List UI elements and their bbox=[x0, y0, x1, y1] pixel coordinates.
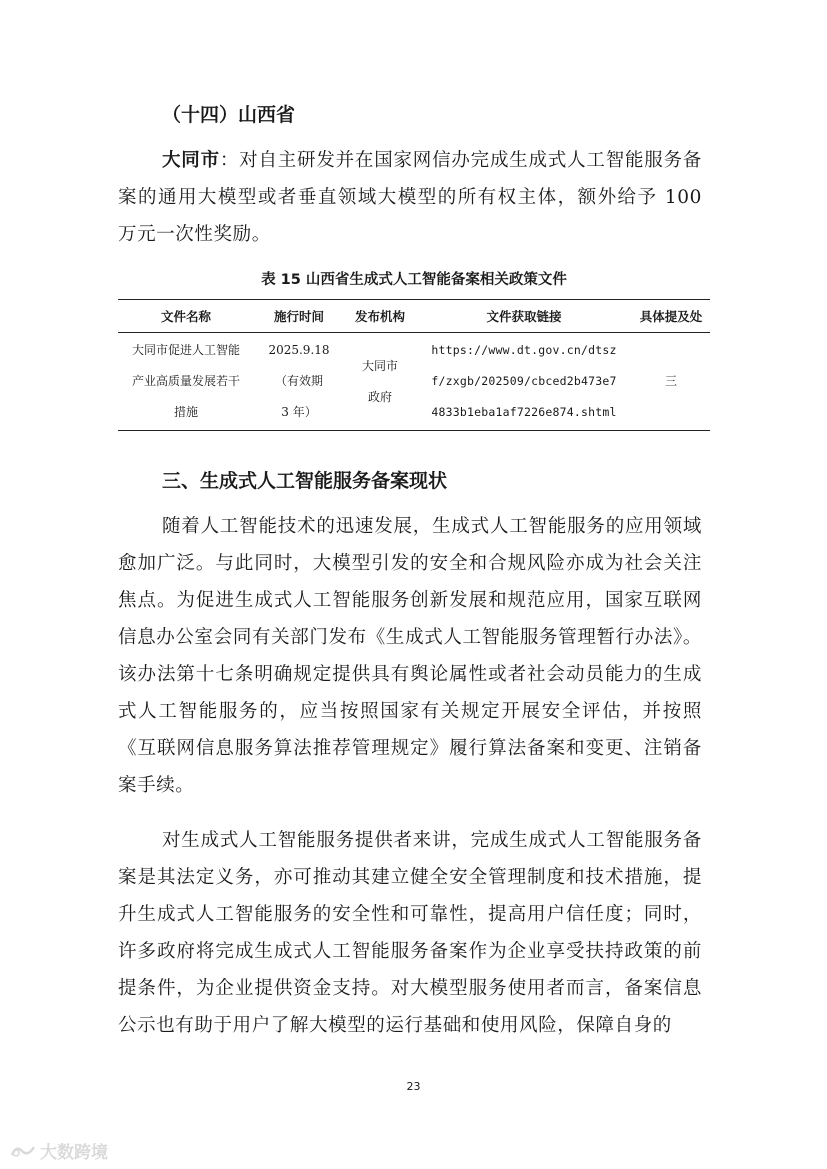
datong-lead: 大同市 bbox=[162, 150, 220, 171]
watermark-logo-icon bbox=[10, 1143, 36, 1159]
file-name-line: 产业高质量发展若干 bbox=[131, 374, 240, 388]
issuer-line: 大同市 bbox=[361, 358, 398, 373]
table-header-row bbox=[118, 300, 710, 333]
datong-text: ：对自主研发并在国家网信办完成生成式人工智能服务备案的通用大模型或者垂直领域大模型的所有权主体，额外给予 100 万元一次性奖励。 bbox=[118, 150, 702, 245]
link-line[interactable]: https://www.dt.gov.cn/dtsz bbox=[431, 343, 617, 357]
watermark-text: 大数跨境 bbox=[40, 1143, 108, 1163]
link-line[interactable]: f/zxgb/202509/cbced2b473e7 bbox=[431, 374, 617, 388]
cell-reference: 三 bbox=[632, 333, 710, 431]
body-paragraph: 对生成式人工智能服务提供者来讲，完成生成式人工智能服务备案是其法定义务，亦可推动其建立健全安全管理制度和技术措施，提升生成式人工智能服务的安全性和可靠性，提高用户信任度；同时，许多政府将完成生成式人工智能服务备案作为企业享受扶持政策的前提条件，为企业提供资金支持。对大模型服务使用者而言，备案信息公示也有助于用户了解大模型的运行基础和使用风险，保障自身的 bbox=[118, 830, 702, 1036]
page-number: 23 bbox=[406, 1080, 421, 1093]
cell-effective-date bbox=[254, 333, 344, 431]
datong-paragraph bbox=[118, 142, 702, 253]
date-line: 2025.9.18 bbox=[268, 343, 330, 357]
header-effective-date: 施行时间 bbox=[254, 300, 344, 333]
header-file-name: 文件名称 bbox=[118, 300, 254, 333]
body-paragraph: 随着人工智能技术的迅速发展，生成式人工智能服务的应用领域愈加广泛。与此同时，大模型引发的安全和合规风险亦成为社会关注焦点。为促进生成式人工智能服务创新发展和规范应用，国家互联网信息办公室会同有关部门发布《生成式人工智能服务管理暂行办法》。该办法第十七条明确规定提供具有舆论属性或者社会动员能力的生成式人工智能服务的，应当按照国家有关规定开展安全评估，并按照《互联网信息服务算法推荐管理规定》履行算法备案和变更、注销备案手续。 bbox=[118, 516, 702, 796]
file-name-line: 措施 bbox=[173, 405, 198, 419]
file-name-line: 大同市促进人工智能 bbox=[131, 343, 240, 357]
date-line: 3 年） bbox=[281, 405, 317, 419]
link-line[interactable]: 4833b1eba1af7226e874.shtml bbox=[431, 405, 617, 419]
section-title: 三、生成式人工智能服务备案现状 bbox=[162, 470, 448, 492]
table-caption: 表 15 山西省生成式人工智能备案相关政策文件 bbox=[261, 272, 567, 288]
date-line: （有效期 bbox=[274, 374, 323, 388]
subsection-title: （十四）山西省 bbox=[162, 104, 296, 126]
cell-file-name bbox=[118, 333, 254, 431]
watermark bbox=[10, 1138, 108, 1163]
header-issuer: 发布机构 bbox=[344, 300, 416, 333]
header-reference: 具体提及处 bbox=[632, 300, 710, 333]
table-row bbox=[118, 333, 710, 431]
cell-issuer bbox=[344, 333, 416, 431]
cell-link[interactable] bbox=[416, 333, 632, 431]
issuer-line: 政府 bbox=[367, 389, 392, 404]
header-link: 文件获取链接 bbox=[416, 300, 632, 333]
policy-table bbox=[118, 299, 710, 431]
